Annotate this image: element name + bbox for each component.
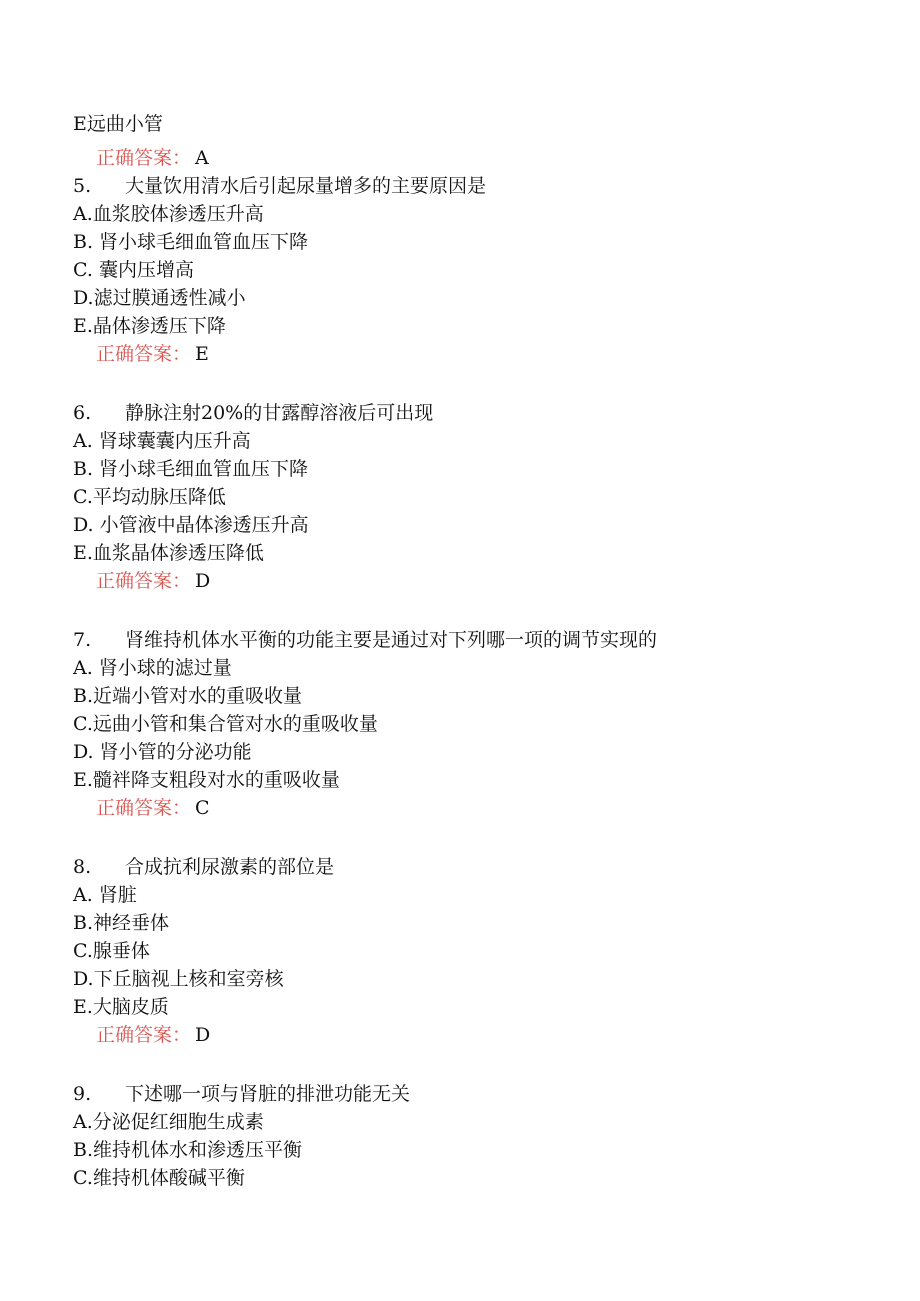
option-line: B. 肾小球毛细血管血压下降 <box>73 231 309 253</box>
answer-line <box>96 567 210 595</box>
option-line: B.近端小管对水的重吸收量 <box>73 685 303 707</box>
option-line: A. 肾球囊囊内压升高 <box>73 430 251 452</box>
option-line: C.平均动脉压降低 <box>73 486 226 508</box>
answer-label: 正确答案： <box>96 570 192 592</box>
option-line: D. 小管液中晶体渗透压升高 <box>73 514 309 536</box>
option-line: C.腺垂体 <box>73 940 150 962</box>
option-line: B.维持机体水和渗透压平衡 <box>73 1139 303 1161</box>
question-text: 肾维持机体水平衡的功能主要是通过对下列哪一项的调节实现的 <box>125 629 658 651</box>
answer-line <box>96 1021 210 1049</box>
answer-value: A <box>195 147 209 169</box>
question-number: 8. <box>73 856 92 878</box>
answer-label: 正确答案： <box>96 1024 192 1046</box>
answer-label: 正确答案： <box>96 797 192 819</box>
option-line: D. 肾小管的分泌功能 <box>73 741 252 763</box>
answer-line <box>96 144 209 172</box>
answer-value: E <box>195 343 209 365</box>
question-stem <box>73 853 334 881</box>
question-stem <box>73 626 657 654</box>
option-line: A. 肾脏 <box>73 884 137 906</box>
question-text: 合成抗利尿激素的部位是 <box>125 856 335 878</box>
answer-value: D <box>195 1024 211 1046</box>
question-number: 9. <box>73 1083 92 1105</box>
option-line: B.神经垂体 <box>73 912 170 934</box>
question-text: 静脉注射20%的甘露醇溶液后可出现 <box>125 402 434 424</box>
answer-label: 正确答案： <box>96 147 192 169</box>
option-line: A. 肾小球的滤过量 <box>73 657 232 679</box>
option-line: E.大脑皮质 <box>73 996 169 1018</box>
question-stem <box>73 1080 410 1108</box>
answer-value: D <box>195 570 211 592</box>
option-line: E远曲小管 <box>73 113 163 135</box>
option-line: B. 肾小球毛细血管血压下降 <box>73 458 309 480</box>
option-line: C.维持机体酸碱平衡 <box>73 1167 245 1189</box>
question-number: 5. <box>73 175 92 197</box>
question-stem <box>73 399 433 427</box>
question-text: 大量饮用清水后引起尿量增多的主要原因是 <box>125 175 487 197</box>
question-stem <box>73 172 486 200</box>
option-line: E.血浆晶体渗透压降低 <box>73 542 264 564</box>
option-line: C. 囊内压增高 <box>73 259 194 281</box>
option-line: A.分泌促红细胞生成素 <box>73 1111 264 1133</box>
option-line: E.晶体渗透压下降 <box>73 315 226 337</box>
option-line: D.下丘脑视上核和室旁核 <box>73 968 284 990</box>
answer-label: 正确答案： <box>96 343 192 365</box>
question-number: 7. <box>73 629 92 651</box>
answer-value: C <box>195 797 210 819</box>
answer-line <box>96 794 210 822</box>
question-text: 下述哪一项与肾脏的排泄功能无关 <box>125 1083 411 1105</box>
option-line: D.滤过膜通透性减小 <box>73 287 246 309</box>
answer-line <box>96 340 209 368</box>
option-line: E.髓袢降支粗段对水的重吸收量 <box>73 769 340 791</box>
question-number: 6. <box>73 402 92 424</box>
option-line: C.远曲小管和集合管对水的重吸收量 <box>73 713 378 735</box>
option-line: A.血浆胶体渗透压升高 <box>73 203 264 225</box>
